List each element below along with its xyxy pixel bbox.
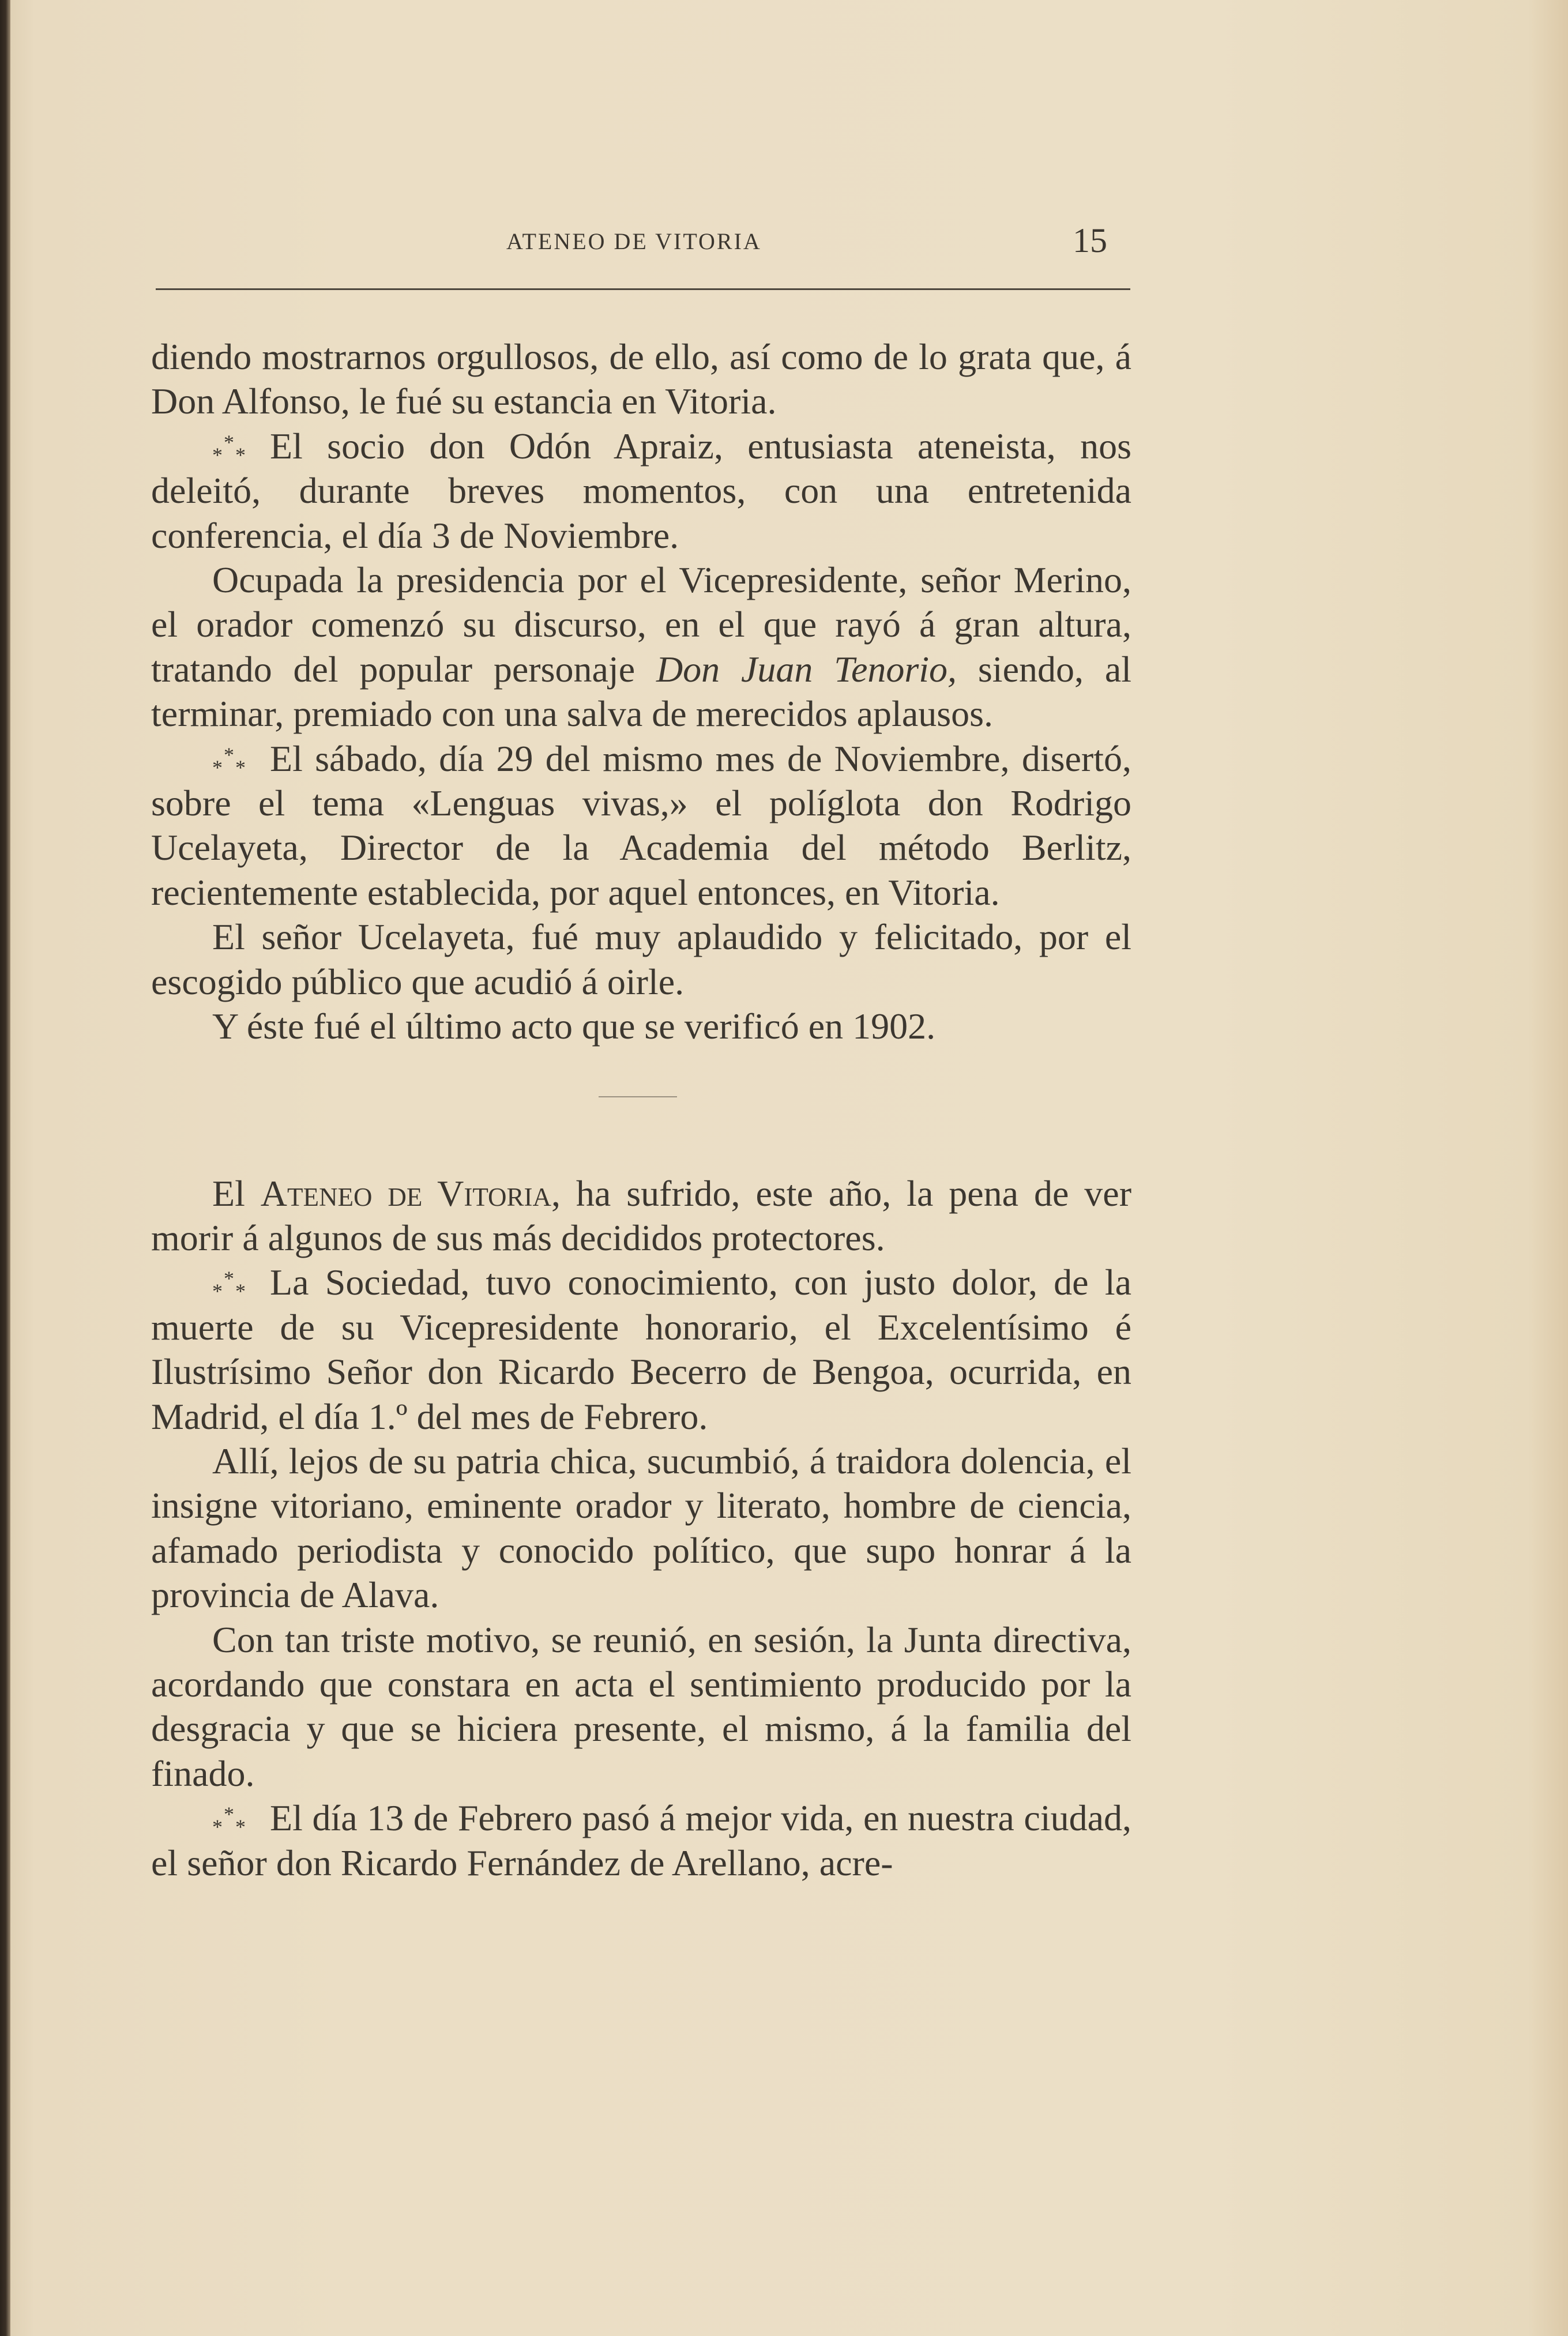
- paragraph-7-text-b: ha sufrido, este año, la pena de ver morir á algunos de sus más decididos protectores.: [151, 1172, 1132, 1258]
- paragraph-11-text: El día 13 de Febrero pasó á mejor vida, en nuestra ciudad, el señor don Ricardo Fernández de Arellano, acre-: [151, 1797, 1131, 1883]
- section-break: [151, 1049, 1131, 1171]
- body-text: [151, 334, 1131, 1885]
- paragraph-3-text-b: siendo, al terminar, premiado con una salva de merecidos aplausos.: [151, 648, 1131, 735]
- paragraph-6: Y éste fué el último acto que se verificó en 1902.: [212, 1006, 936, 1047]
- asterism-icon: * * *: [212, 430, 246, 467]
- paragraph-7-text-a: El: [212, 1172, 261, 1214]
- asterism-icon: * * *: [212, 1267, 246, 1303]
- book-spine: [0, 0, 10, 2336]
- paragraph-10: Con tan triste motivo, se reunió, en sesión, la Junta directiva, acordando que constara en acta el sentimiento producido por la desgracia y que se hiciera presente, el mismo, á la familia del finado.: [151, 1619, 1131, 1794]
- paragraph-11: [151, 1796, 1131, 1885]
- paragraph-9: Allí, lejos de su patria chica, sucumbió, á traidora dolencia, el insigne vitoriano, eminente orador y literato, hombre de ciencia, afamado periodista y conocido político, que supo honrar á la provincia de Alava.: [151, 1440, 1131, 1616]
- running-title: ATENEO DE VITORIA: [506, 228, 762, 254]
- paragraph-3: [151, 558, 1131, 736]
- paragraph-3-italic: Don Juan Tenorio,: [656, 648, 957, 690]
- asterism-icon: * * *: [212, 743, 246, 779]
- paragraph-7-smallcaps: Ateneo de Vitoria,: [260, 1172, 561, 1214]
- paragraph-4-text: El sábado, día 29 del mismo mes de Noviembre, disertó, sobre el tema «Lenguas vivas,» el políglota don Rodrigo Ucelayeta, Director de la Academia del método Berlitz, recientemente establecida, por aquel entonces, en Vitoria.: [151, 738, 1131, 913]
- header-rule: [156, 288, 1130, 290]
- paragraph-5: El señor Ucelayeta, fué muy aplaudido y felicitado, por el escogido público que acudió á oirle.: [151, 916, 1131, 1002]
- paragraph-3-text-a: Ocupada la presidencia por el Vicepresidente, señor Merino, el orador comenzó su discurso, en el que rayó á gran altura, tratando del popular personaje: [151, 559, 1131, 690]
- paragraph-7: [151, 1171, 1131, 1261]
- paragraph-2: [151, 424, 1131, 558]
- paragraph-4: [151, 736, 1131, 915]
- paragraph-2-text: El socio don Odón Apraiz, entusiasta ateneista, nos deleitó, durante breves momentos, con una entretenida conferencia, el día 3 de Noviembre.: [151, 425, 1131, 556]
- paragraph-1: diendo mostrarnos orgullosos, de ello, así como de lo grata que, á Don Alfonso, le fué su estancia en Vitoria.: [151, 336, 1131, 422]
- running-header: [156, 221, 1130, 274]
- page-number: 15: [1073, 221, 1107, 259]
- asterism-icon: * * *: [212, 1803, 246, 1839]
- paragraph-8: [151, 1260, 1131, 1439]
- section-divider: [599, 1096, 677, 1097]
- paragraph-8-text: La Sociedad, tuvo conocimiento, con justo dolor, de la muerte de su Vicepresidente honorario, el Excelentísimo é Ilustrísimo Señor don Ricardo Becerro de Bengoa, ocurrida, en Madrid, el día 1.º del mes de Febrero.: [151, 1262, 1131, 1437]
